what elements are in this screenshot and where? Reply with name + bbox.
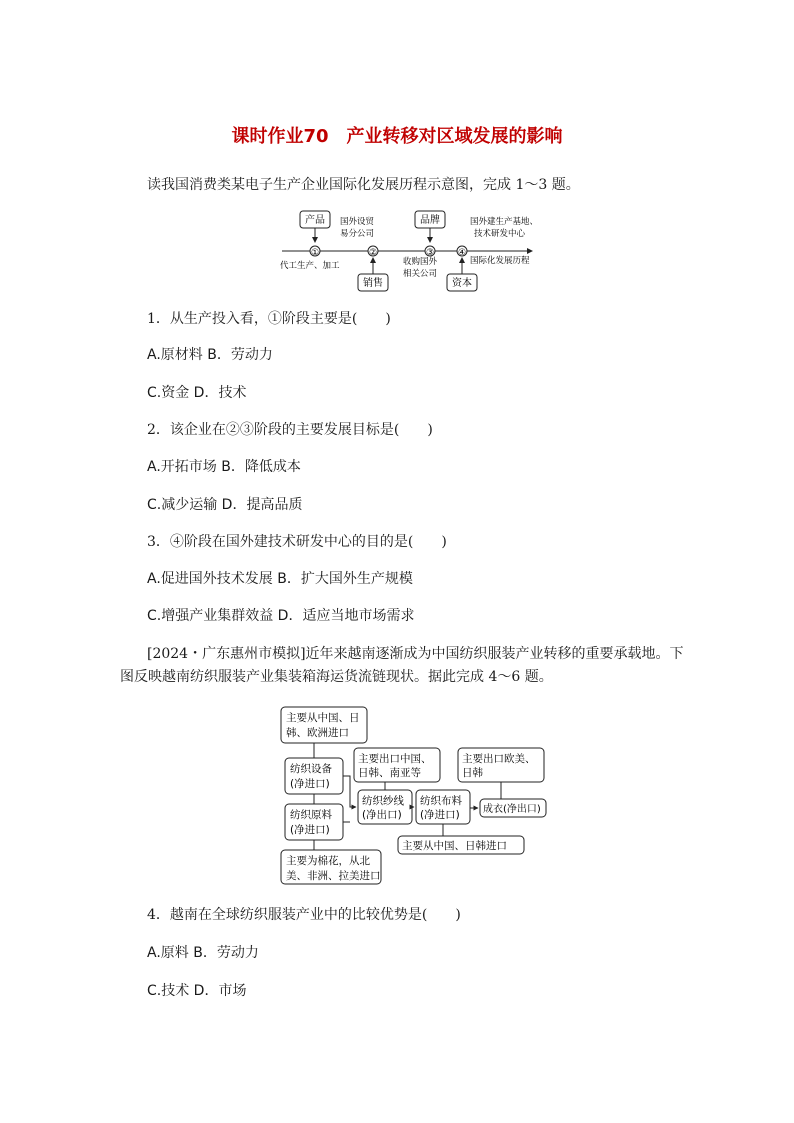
raw-src-1: 主要为棉花，从北	[286, 855, 370, 867]
q2-stem: 2．该企业在②③阶段的主要发展目标是( )	[147, 422, 433, 438]
q3-options-ab: A.促进国外技术发展 B．扩大国外生产规模	[147, 571, 413, 587]
q1-options-cd: C.资金 D．技术	[147, 385, 247, 401]
q3-stem: 3．④阶段在国外建技术研发中心的目的是( )	[147, 534, 447, 550]
box-capital-label: 资本	[452, 278, 472, 289]
box-brand-label: 品牌	[420, 215, 440, 226]
yarn-1: 纺织纱线	[362, 795, 404, 807]
figure-enterprise-internationalization	[270, 208, 550, 294]
label-acq-1: 收购国外	[403, 257, 438, 267]
fabric-1: 纺织布料	[420, 795, 462, 807]
label-oem: 代工生产、加工	[280, 261, 340, 271]
q2-options-cd: C.减少运输 D．提高品质	[147, 497, 303, 513]
q1-stem: 1．从生产投入看，①阶段主要是( )	[147, 311, 391, 327]
raw-src-2: 美、非洲、拉美进口	[286, 870, 381, 882]
fabric-2: (净进口)	[420, 809, 460, 821]
title-topic: 产业转移对区域发展的影响	[346, 126, 563, 147]
equip-src-2: 韩、欧洲进口	[286, 727, 349, 739]
q2-options-ab: A.开拓市场 B．降低成本	[147, 459, 301, 475]
title-code: 课时作业70	[231, 126, 329, 147]
intro-2-line-2: 图反映越南纺织服装产业集装箱海运货流链现状。据此完成 4～6 题。	[120, 669, 553, 685]
raw-1: 纺织原料	[290, 809, 332, 821]
stage-3-label: ③	[425, 248, 435, 258]
q4-options-cd: C.技术 D．市场	[147, 983, 247, 999]
stage-1-label: ①	[310, 248, 320, 258]
raw-2: (净进口)	[290, 824, 330, 836]
yarn-dest-2: 日韩、南亚等	[358, 767, 421, 779]
q3-options-cd: C.增强产业集群效益 D．适应当地市场需求	[147, 608, 415, 624]
equip-src-1: 主要从中国、日	[286, 712, 360, 724]
intro-2-line-1: [2024・广东惠州市模拟]近年来越南逐渐成为中国纺织服装产业转移的重要承载地。下	[147, 646, 684, 662]
q4-options-ab: A.原料 B．劳动力	[147, 945, 259, 961]
stage-4-label: ④	[457, 248, 467, 258]
equip-2: (净进口)	[290, 778, 330, 790]
garment-dest-1: 主要出口欧美、	[462, 753, 536, 765]
label-axis: 国际化发展历程	[470, 256, 530, 266]
page-title	[0, 122, 794, 148]
label-trade-2: 易分公司	[340, 229, 375, 239]
label-trade-1: 国外设贸	[340, 217, 375, 227]
stage-2-label: ②	[368, 248, 378, 258]
yarn-dest-1: 主要出口中国、	[358, 753, 432, 765]
figure-vietnam-textile-chain	[278, 704, 550, 886]
intro-1: 读我国消费类某电子生产企业国际化发展历程示意图，完成 1～3 题。	[147, 177, 580, 193]
box-sales-label: 销售	[363, 278, 383, 289]
q4-stem: 4．越南在全球纺织服装产业中的比较优势是( )	[147, 907, 461, 923]
garment-dest-2: 日韩	[462, 767, 483, 779]
label-base-2: 技术研发中心	[474, 229, 526, 239]
box-product-label: 产品	[305, 215, 325, 226]
equip-1: 纺织设备	[290, 763, 332, 775]
label-base-1: 国外建生产基地、	[470, 217, 539, 227]
garment: 成衣(净出口)	[483, 804, 541, 815]
yarn-2: (净出口)	[362, 809, 402, 821]
label-acq-2: 相关公司	[403, 269, 438, 279]
fabric-src: 主要从中国、日韩进口	[402, 840, 507, 852]
q1-options-ab: A.原材料 B．劳动力	[147, 347, 273, 363]
